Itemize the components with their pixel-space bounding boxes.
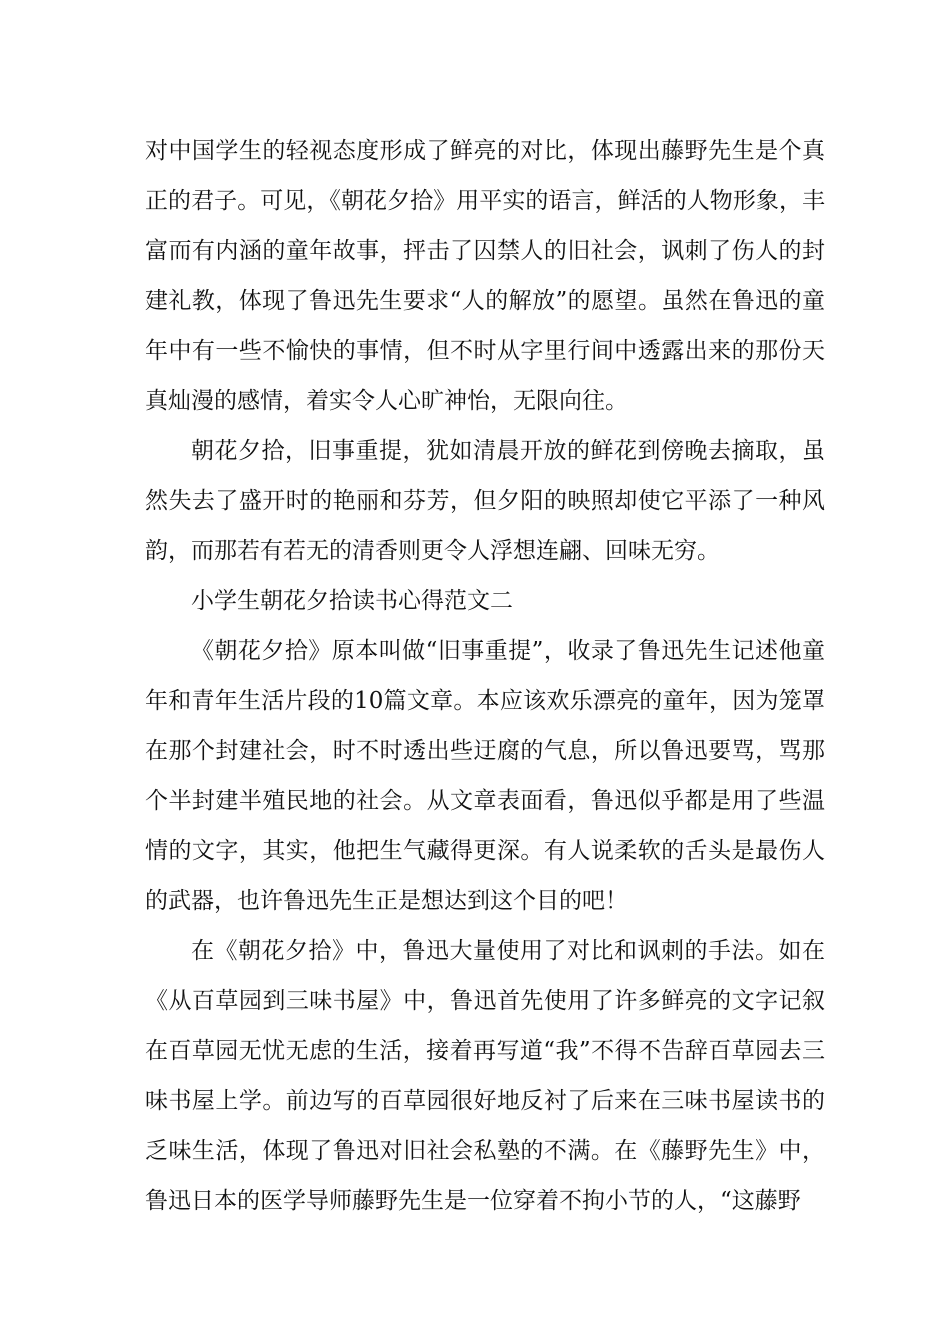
paragraph-book-intro: 《朝花夕拾》原本叫做“旧事重提”，收录了鲁迅先生记述他童年和青年生活片段的10篇文章。本应该欢乐漂亮的童年，因为笼罩在那个封建社会，时不时透出些迂腐的气息，所以鲁迅要骂，骂那个半封建半殖民地的社会。从文章表面看，鲁迅似乎都是用了些温情的文字，其实，他把生气藏得更深。有人说柔软的舌头是最伤人的武器，也许鲁迅先生正是想达到这个目的吧！ [145,638,825,914]
paragraph-continuation: 对中国学生的轻视态度形成了鲜亮的对比，体现出藤野先生是个真正的君子。可见，《朝花夕拾》用平实的语言，鲜活的人物形象，丰富而有内涵的童年故事，抨击了囚禁人的旧社会，讽刺了伤人的封建礼教，体现了鲁迅先生要求“人的解放”的愿望。虽然在鲁迅的童年中有一些不愉快的事情，但不时从字里行间中透露出来的那份天真灿漫的感情，着实令人心旷神怡，无限向往。 [145,138,825,414]
paragraph-morning-flowers: 朝花夕拾，旧事重提，犹如清晨开放的鲜花到傍晚去摘取，虽然失去了盛开时的艳丽和芬芳，但夕阳的映照却使它平添了一种风韵，而那若有若无的清香则更令人浮想连翩、回味无穷。 [145,438,825,564]
section-heading: 小学生朝花夕拾读书心得范文二 [191,588,513,614]
document-body [145,126,825,1226]
paragraph-contrast-satire: 在《朝花夕拾》中，鲁迅大量使用了对比和讽刺的手法。如在《从百草园到三味书屋》中，鲁迅首先使用了许多鲜亮的文字记叙在百草园无忧无虑的生活，接着再写道“我”不得不告辞百草园去三味书屋上学。前边写的百草园很好地反衬了后来在三味书屋读书的乏味生活，体现了鲁迅对旧社会私塾的不满。在《藤野先生》中，鲁迅日本的医学导师藤野先生是一位穿着不拘小节的人，“这藤野 [145,938,825,1214]
